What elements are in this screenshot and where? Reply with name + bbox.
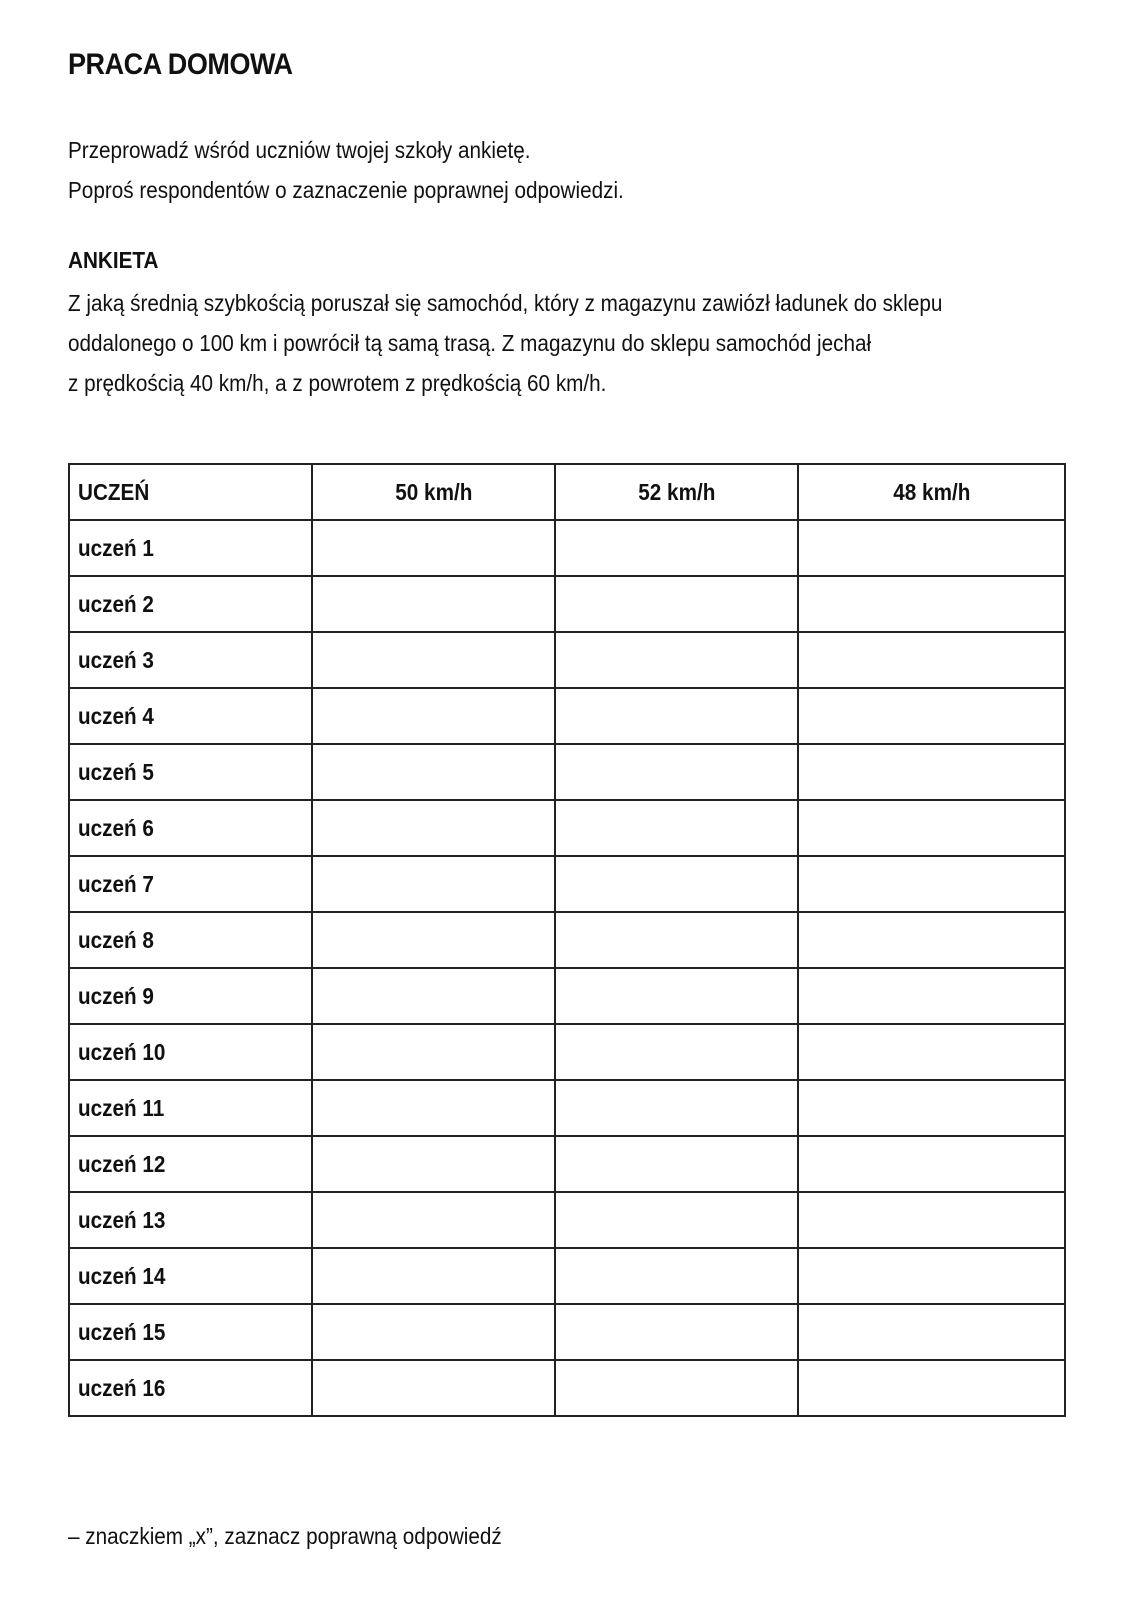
intro-line: Przeprowadź wśród uczniów twojej szkoły ankietę. — [68, 137, 531, 163]
answer-cell-52[interactable] — [555, 576, 798, 632]
student-name: uczeń 1 — [78, 534, 154, 561]
answer-cell-50[interactable] — [312, 744, 555, 800]
column-header-label: 52 km/h — [637, 478, 716, 505]
table-row — [69, 688, 1065, 744]
student-name: uczeń 13 — [78, 1206, 166, 1233]
answer-cell-50[interactable] — [312, 912, 555, 968]
intro-text — [68, 130, 624, 210]
answer-cell-52[interactable] — [555, 1360, 798, 1416]
page-title: PRACA DOMOWA — [68, 48, 293, 81]
student-name-cell — [69, 856, 312, 912]
student-name-cell — [69, 1360, 312, 1416]
student-name: uczeń 11 — [78, 1094, 165, 1121]
student-name: uczeń 3 — [78, 646, 154, 673]
student-name: uczeń 5 — [78, 758, 154, 785]
student-name-cell — [69, 576, 312, 632]
answer-cell-50[interactable] — [312, 520, 555, 576]
answer-cell-50[interactable] — [312, 632, 555, 688]
column-header-student — [69, 464, 312, 520]
student-name-cell — [69, 744, 312, 800]
student-name: uczeń 2 — [78, 590, 154, 617]
answer-cell-52[interactable] — [555, 632, 798, 688]
column-header-option-48 — [798, 464, 1065, 520]
answer-cell-50[interactable] — [312, 1360, 555, 1416]
answer-cell-52[interactable] — [555, 520, 798, 576]
student-name-cell — [69, 1024, 312, 1080]
answer-cell-50[interactable] — [312, 1080, 555, 1136]
answer-cell-48[interactable] — [798, 576, 1065, 632]
answer-cell-52[interactable] — [555, 800, 798, 856]
answer-cell-50[interactable] — [312, 1024, 555, 1080]
student-name: uczeń 15 — [78, 1318, 166, 1345]
table-row — [69, 1304, 1065, 1360]
footnote: – znaczkiem „x”, zaznacz poprawną odpowiedź — [68, 1523, 502, 1549]
survey-table-body — [69, 520, 1065, 1416]
student-name: uczeń 6 — [78, 814, 154, 841]
table-row — [69, 632, 1065, 688]
student-name: uczeń 16 — [78, 1374, 166, 1401]
table-row — [69, 1080, 1065, 1136]
column-header-label: 48 km/h — [892, 478, 971, 505]
student-name: uczeń 4 — [78, 702, 154, 729]
table-row — [69, 576, 1065, 632]
answer-cell-48[interactable] — [798, 1024, 1065, 1080]
answer-cell-48[interactable] — [798, 744, 1065, 800]
answer-cell-52[interactable] — [555, 1136, 798, 1192]
answer-cell-52[interactable] — [555, 856, 798, 912]
student-name: uczeń 8 — [78, 926, 154, 953]
student-name-cell — [69, 968, 312, 1024]
column-header-label: UCZEŃ — [78, 478, 150, 505]
student-name-cell — [69, 1304, 312, 1360]
student-name-cell — [69, 800, 312, 856]
answer-cell-52[interactable] — [555, 1304, 798, 1360]
student-name-cell — [69, 632, 312, 688]
table-row — [69, 912, 1065, 968]
table-row — [69, 1192, 1065, 1248]
answer-cell-48[interactable] — [798, 968, 1065, 1024]
answer-cell-50[interactable] — [312, 856, 555, 912]
answer-cell-52[interactable] — [555, 968, 798, 1024]
student-name-cell — [69, 688, 312, 744]
answer-cell-48[interactable] — [798, 912, 1065, 968]
student-name-cell — [69, 1136, 312, 1192]
table-row — [69, 520, 1065, 576]
answer-cell-48[interactable] — [798, 1192, 1065, 1248]
answer-cell-48[interactable] — [798, 1304, 1065, 1360]
student-name-cell — [69, 520, 312, 576]
answer-cell-52[interactable] — [555, 688, 798, 744]
table-row — [69, 856, 1065, 912]
survey-heading: ANKIETA — [68, 247, 159, 273]
intro-line: Poproś respondentów o zaznaczenie poprawnej odpowiedzi. — [68, 177, 624, 203]
table-row — [69, 1136, 1065, 1192]
answer-cell-48[interactable] — [798, 1136, 1065, 1192]
answer-cell-50[interactable] — [312, 800, 555, 856]
student-name: uczeń 9 — [78, 982, 154, 1009]
answer-cell-50[interactable] — [312, 968, 555, 1024]
answer-cell-48[interactable] — [798, 1080, 1065, 1136]
student-name: uczeń 14 — [78, 1262, 166, 1289]
column-header-option-52 — [555, 464, 798, 520]
answer-cell-48[interactable] — [798, 632, 1065, 688]
table-row — [69, 1360, 1065, 1416]
answer-cell-48[interactable] — [798, 800, 1065, 856]
answer-cell-48[interactable] — [798, 1248, 1065, 1304]
survey-question — [68, 283, 942, 403]
table-header-row — [69, 464, 1065, 520]
student-name-cell — [69, 1080, 312, 1136]
answer-cell-48[interactable] — [798, 1360, 1065, 1416]
column-header-option-50 — [312, 464, 555, 520]
answer-cell-52[interactable] — [555, 1024, 798, 1080]
answer-cell-52[interactable] — [555, 1192, 798, 1248]
answer-cell-50[interactable] — [312, 576, 555, 632]
column-header-label: 50 km/h — [394, 478, 473, 505]
question-line: Z jaką średnią szybkością poruszał się samochód, który z magazynu zawiózł ładunek do sklepu — [68, 290, 943, 316]
student-name: uczeń 10 — [78, 1038, 166, 1065]
answer-cell-48[interactable] — [798, 688, 1065, 744]
table-row — [69, 800, 1065, 856]
answer-cell-50[interactable] — [312, 1248, 555, 1304]
answer-cell-50[interactable] — [312, 688, 555, 744]
table-row — [69, 1248, 1065, 1304]
answer-cell-48[interactable] — [798, 520, 1065, 576]
student-name: uczeń 7 — [78, 870, 154, 897]
question-line: oddalonego o 100 km i powrócił tą samą trasą. Z magazynu do sklepu samochód jechał — [68, 330, 872, 356]
answer-cell-52[interactable] — [555, 912, 798, 968]
answer-cell-48[interactable] — [798, 856, 1065, 912]
answer-cell-52[interactable] — [555, 1248, 798, 1304]
answer-cell-52[interactable] — [555, 1080, 798, 1136]
answer-cell-50[interactable] — [312, 1192, 555, 1248]
student-name-cell — [69, 1192, 312, 1248]
answer-cell-50[interactable] — [312, 1304, 555, 1360]
table-row — [69, 1024, 1065, 1080]
student-name-cell — [69, 1248, 312, 1304]
answer-cell-52[interactable] — [555, 744, 798, 800]
student-name: uczeń 12 — [78, 1150, 166, 1177]
survey-table — [68, 463, 1066, 1417]
table-row — [69, 968, 1065, 1024]
question-line: z prędkością 40 km/h, a z powrotem z prędkością 60 km/h. — [68, 370, 607, 396]
table-row — [69, 744, 1065, 800]
answer-cell-50[interactable] — [312, 1136, 555, 1192]
student-name-cell — [69, 912, 312, 968]
